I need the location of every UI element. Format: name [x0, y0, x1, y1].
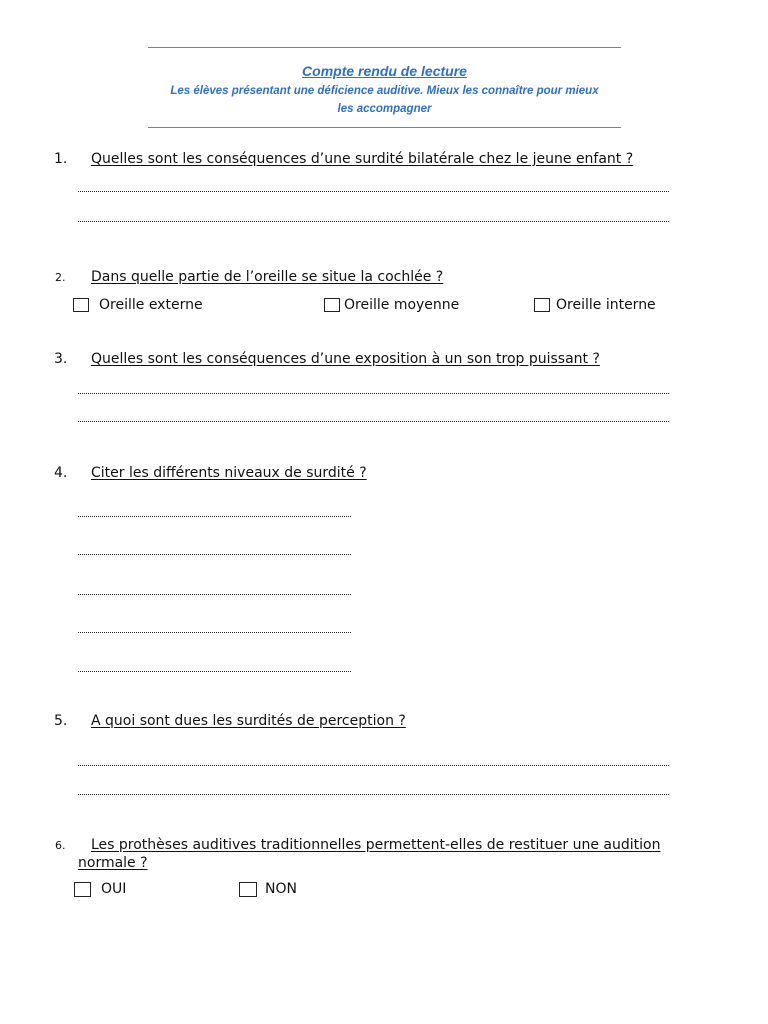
- question-2-number: 2.: [55, 271, 66, 284]
- question-1-text: Quelles sont les conséquences d’une surdité bilatérale chez le jeune enfant ?: [91, 151, 634, 167]
- checkbox-oui[interactable]: [74, 882, 91, 897]
- subtitle-line-2: les accompagner: [337, 103, 432, 115]
- question-1-answer-line-2[interactable]: [78, 221, 669, 222]
- option-oui-label: OUI: [101, 881, 127, 897]
- question-1-answer-line-1[interactable]: [78, 191, 669, 192]
- checkbox-oreille-interne[interactable]: [534, 298, 550, 312]
- question-2-text: Dans quelle partie de l’oreille se situe la cochlée ?: [91, 269, 444, 285]
- checkbox-oreille-externe[interactable]: [73, 298, 89, 312]
- question-4-number: 4.: [54, 465, 68, 481]
- checkbox-non[interactable]: [239, 882, 257, 897]
- option-oreille-moyenne[interactable]: [324, 297, 459, 313]
- question-4-text: Citer les différents niveaux de surdité ?: [91, 465, 367, 481]
- question-4-answer-line-4[interactable]: [78, 632, 351, 633]
- question-1-number: 1.: [54, 151, 68, 167]
- question-3-number: 3.: [54, 351, 68, 367]
- option-oui[interactable]: [74, 881, 126, 897]
- subtitle-line-1: Les élèves présentant une déficience auditive. Mieux les connaître pour mieux: [170, 85, 599, 97]
- option-non-label: NON: [265, 881, 297, 897]
- question-6-text: Les prothèses auditives traditionnelles permettent-elles de restituer une audition normale ?: [78, 837, 661, 871]
- option-non[interactable]: [239, 881, 297, 897]
- question-4-answer-line-2[interactable]: [78, 554, 351, 555]
- question-6-number: 6.: [55, 839, 66, 852]
- question-5-answer-line-2[interactable]: [78, 794, 669, 795]
- option-oreille-externe-label: Oreille externe: [99, 297, 203, 313]
- question-4-answer-line-3[interactable]: [78, 594, 351, 595]
- question-3-answer-line-2[interactable]: [78, 421, 669, 422]
- checkbox-oreille-moyenne[interactable]: [324, 298, 340, 312]
- header-top-rule: [148, 47, 621, 48]
- option-oreille-interne[interactable]: [534, 297, 656, 313]
- question-3-answer-line-1[interactable]: [78, 393, 669, 394]
- document-title: Compte rendu de lecture: [302, 63, 467, 79]
- option-oreille-externe[interactable]: [73, 297, 203, 313]
- document-subtitle: [148, 82, 621, 118]
- question-4-answer-line-1[interactable]: [78, 516, 351, 517]
- question-5-text: A quoi sont dues les surdités de perception ?: [91, 713, 406, 729]
- question-5-answer-line-1[interactable]: [78, 765, 669, 766]
- question-5-number: 5.: [54, 713, 68, 729]
- header-bottom-rule: [148, 127, 621, 128]
- option-oreille-interne-label: Oreille interne: [556, 297, 656, 313]
- option-oreille-moyenne-label: Oreille moyenne: [344, 297, 460, 313]
- question-4-answer-line-5[interactable]: [78, 671, 351, 672]
- question-3-text: Quelles sont les conséquences d’une exposition à un son trop puissant ?: [91, 351, 600, 367]
